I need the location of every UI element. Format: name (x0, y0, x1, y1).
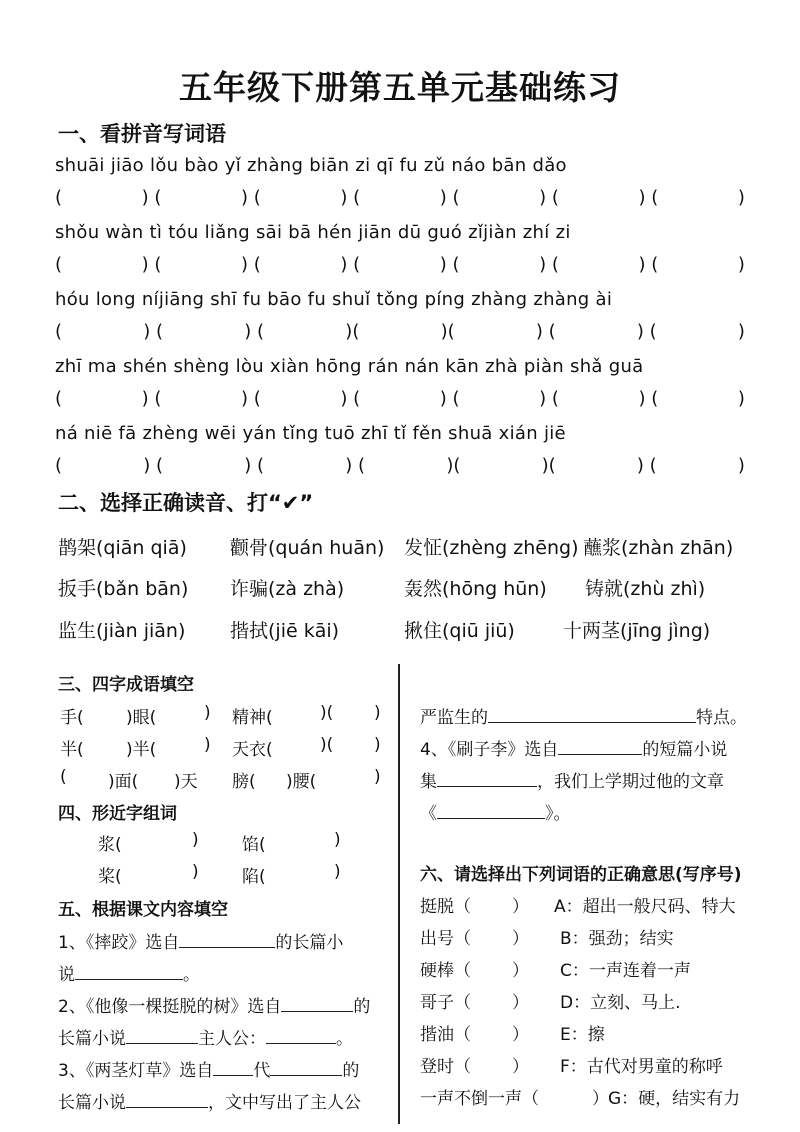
section-2-heading: 二、选择正确读音、打“✔” (58, 491, 314, 515)
pinyin-row-1: shuāi jiāo lǒu bào yǐ zhàng biān zi qī fu zǔ náo bān dǎo (55, 155, 567, 176)
reading-item[interactable]: 十两茎(jīng jìng) (563, 620, 711, 642)
reading-item[interactable]: 发怔(zhèng zhēng) (404, 537, 579, 559)
section-4-heading: 四、形近字组词 (58, 804, 177, 824)
pinyin-row-2: shǒu wàn tì tóu liǎng sāi bā hén jiān dū guó zǐjiàn zhí zi (55, 222, 571, 243)
page-title: 五年级下册第五单元基础练习 (179, 68, 621, 107)
reading-item[interactable]: 扳手(bǎn bān) (58, 578, 189, 600)
fill-q2-line2[interactable]: 长篇小说 主人公： 。 (58, 1024, 353, 1049)
reading-item[interactable]: 轰然(hōng hūn) (404, 578, 547, 600)
reading-item[interactable]: 揪住(qiū jiū) (404, 620, 515, 642)
bracket-row-4[interactable]: ( ) ( ) ( ) ( ) ( ) ( ) ( ) (55, 388, 745, 409)
pinyin-row-3: hóu long níjiāng shī fu bāo fu shuǐ tǒng píng zhàng zhàng ài (55, 289, 613, 310)
right-line-4[interactable]: 《 》。 (420, 799, 571, 824)
reading-item[interactable]: 诈骗(zà zhà) (230, 578, 345, 600)
reading-item[interactable]: 揩拭(jiē kāi) (230, 620, 340, 642)
fill-q1-line2[interactable]: 说 。 (58, 960, 200, 985)
fill-q3-line2[interactable]: 长篇小说 ，文中写出了主人公 (58, 1088, 361, 1113)
right-line-3[interactable]: 集 ，我们上学期过他的文章 (420, 767, 724, 792)
reading-item[interactable]: 鹊架(qiān qiā) (58, 537, 187, 559)
bracket-row-2[interactable]: ( ) ( ) ( ) ( ) ( ) ( ) ( ) (55, 254, 745, 275)
pinyin-row-5: ná niē fā zhèng wēi yán tǐng tuō zhī tǐ fěn shuā xián jiē (55, 423, 566, 444)
reading-item[interactable]: 监生(jiàn jiān) (58, 620, 186, 642)
fill-q2-line1[interactable]: 2、《他像一棵挺脱的树》选自 的 (58, 992, 370, 1017)
reading-item[interactable]: 铸就(zhù zhì) (585, 578, 706, 600)
reading-item[interactable]: 颧骨(quán huān) (230, 537, 385, 559)
fill-q3-line1[interactable]: 3、《两茎灯草》选自 代 的 (58, 1056, 359, 1081)
section-6-heading: 六、请选择出下列词语的正确意思(写序号) (420, 865, 742, 885)
reading-item[interactable]: 蘸浆(zhàn zhān) (583, 537, 734, 559)
pinyin-row-4: zhī ma shén shèng lòu xiàn hōng rán nán kān zhà piàn shǎ guā (55, 356, 644, 377)
section-5-heading: 五、根据课文内容填空 (58, 900, 228, 920)
bracket-row-5[interactable]: ( ) ( ) ( ) ( )( )( ) ( ) (55, 455, 745, 476)
section-1-heading: 一、看拼音写词语 (58, 122, 226, 146)
right-line-1[interactable]: 严监生的 特点。 (420, 703, 747, 728)
fill-q1-line1[interactable]: 1、《摔跤》选自 的长篇小 (58, 928, 343, 953)
bracket-row-1[interactable]: ( ) ( ) ( ) ( ) ( ) ( ) ( ) (55, 187, 745, 208)
right-line-2[interactable]: 4、《刷子李》选自 的短篇小说 (420, 735, 727, 760)
section-3-heading: 三、四字成语填空 (58, 675, 194, 695)
bracket-row-3[interactable]: ( ) ( ) ( )( )( ) ( ) ( ) (55, 321, 745, 342)
column-divider (398, 664, 400, 1124)
